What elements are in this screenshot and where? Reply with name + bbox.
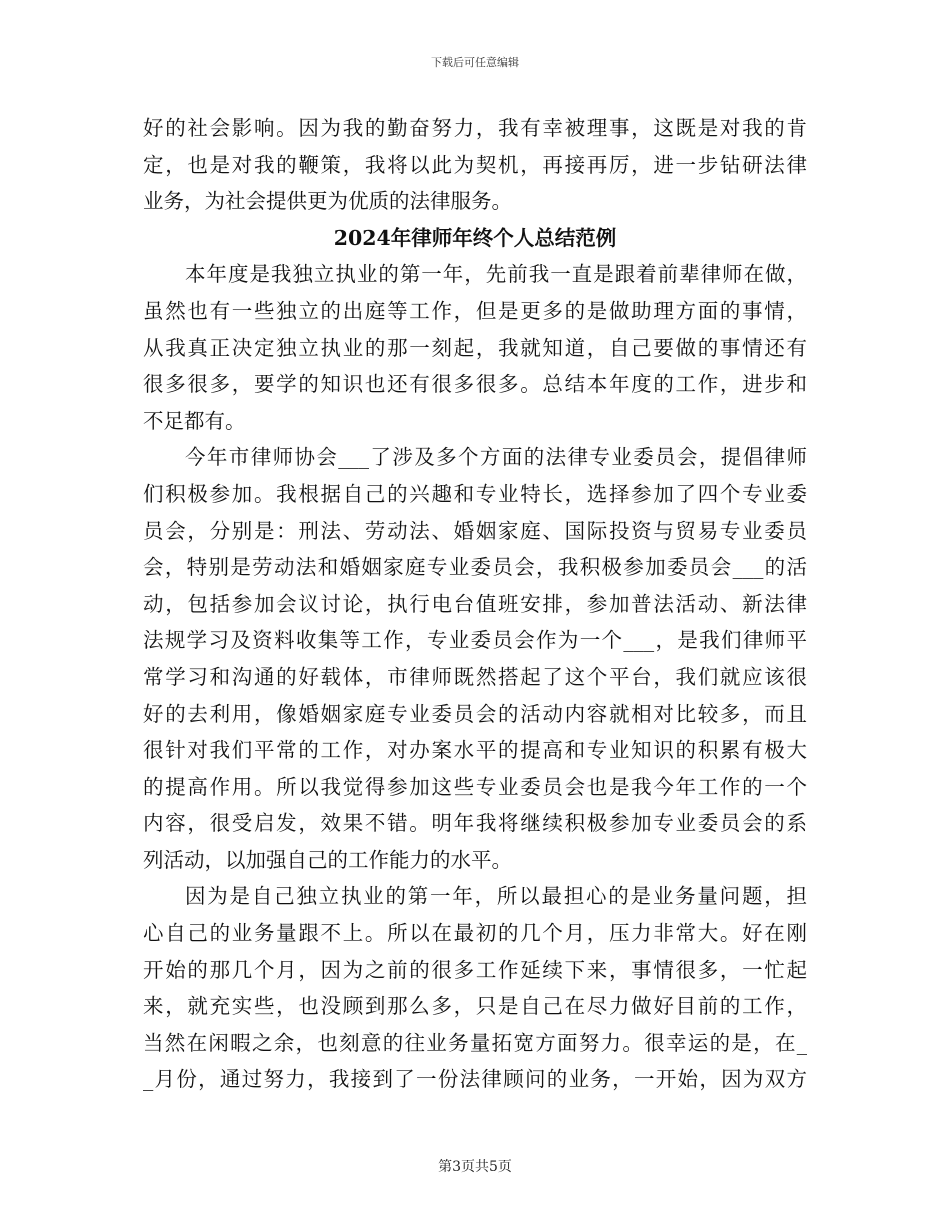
text-line: 定，也是对我的鞭策，我将以此为契机，再接再厉，进一步钻研法律 xyxy=(143,152,807,177)
text-line: 常学习和沟通的好载体，市律师既然搭起了这个平台，我们就应该很 xyxy=(143,664,807,689)
text-line: 从我真正决定独立执业的那一刻起，我就知道，自己要做的事情还有 xyxy=(143,335,807,360)
text-line: 好的社会影响。因为我的勤奋努力，我有幸被理事，这既是对我的肯 xyxy=(143,116,807,140)
text-line: _月份，通过努力，我接到了一份法律顾问的业务，一开始，因为双方 xyxy=(143,1067,807,1092)
text-line: 列活动，以加强自己的工作能力的水平。 xyxy=(143,847,512,872)
text-line: 开始的那几个月，因为之前的很多工作延续下来，事情很多，一忙起 xyxy=(143,957,807,982)
text-line: 来，就充实些，也没顾到那么多，只是自己在尽力做好目前的工作， xyxy=(143,994,807,1019)
text-line: 本年度是我独立执业的第一年，先前我一直是跟着前辈律师在做， xyxy=(185,262,807,287)
text-line: 不足都有。 xyxy=(143,408,246,433)
text-line: 内容，很受启发，效果不错。明年我将继续积极参加专业委员会的系 xyxy=(143,811,807,836)
text-line: 很多很多，要学的知识也还有很多很多。总结本年度的工作，进步和 xyxy=(143,372,807,397)
text-line: 今年市律师协会___了涉及多个方面的法律专业委员会，提倡律师 xyxy=(185,445,807,470)
document-body xyxy=(143,110,807,1098)
page-header-note: 下载后可任意编辑 xyxy=(431,56,519,69)
text-line: 很针对我们平常的工作，对办案水平的提高和专业知识的积累有极大 xyxy=(143,738,807,763)
text-line: 动，包括参加会议讨论，执行电台值班安排，参加普法活动、新法律 xyxy=(143,591,807,616)
text-line: 会，特别是劳动法和婚姻家庭专业委员会，我积极参加委员会___的活 xyxy=(143,555,807,580)
text-line: 员会，分别是：刑法、劳动法、婚姻家庭、国际投资与贸易专业委员 xyxy=(143,518,807,543)
text-line: 的提高作用。所以我觉得参加这些专业委员会也是我今年工作的一个 xyxy=(143,774,807,799)
text-line: 心自己的业务量跟不上。所以在最初的几个月，压力非常大。好在刚 xyxy=(143,921,807,946)
text-line: 当然在闲暇之余，也刻意的往业务量拓宽方面努力。很幸运的是，在_ xyxy=(143,1030,807,1055)
text-line: 虽然也有一些独立的出庭等工作，但是更多的是做助理方面的事情， xyxy=(143,298,807,323)
text-line: 业务，为社会提供更为优质的法律服务。 xyxy=(143,189,512,214)
page-number: 第3页共5页 xyxy=(438,1159,512,1175)
section-title: 2024年律师年终个人总结范例 xyxy=(333,225,617,250)
text-line: 因为是自己独立执业的第一年，所以最担心的是业务量问题，担 xyxy=(185,884,807,909)
text-line: 好的去利用，像婚姻家庭专业委员会的活动内容就相对比较多，而且 xyxy=(143,701,807,726)
text-line: 法规学习及资料收集等工作，专业委员会作为一个___，是我们律师平 xyxy=(143,628,807,653)
text-line: 们积极参加。我根据自己的兴趣和专业特长，选择参加了四个专业委 xyxy=(143,481,807,506)
